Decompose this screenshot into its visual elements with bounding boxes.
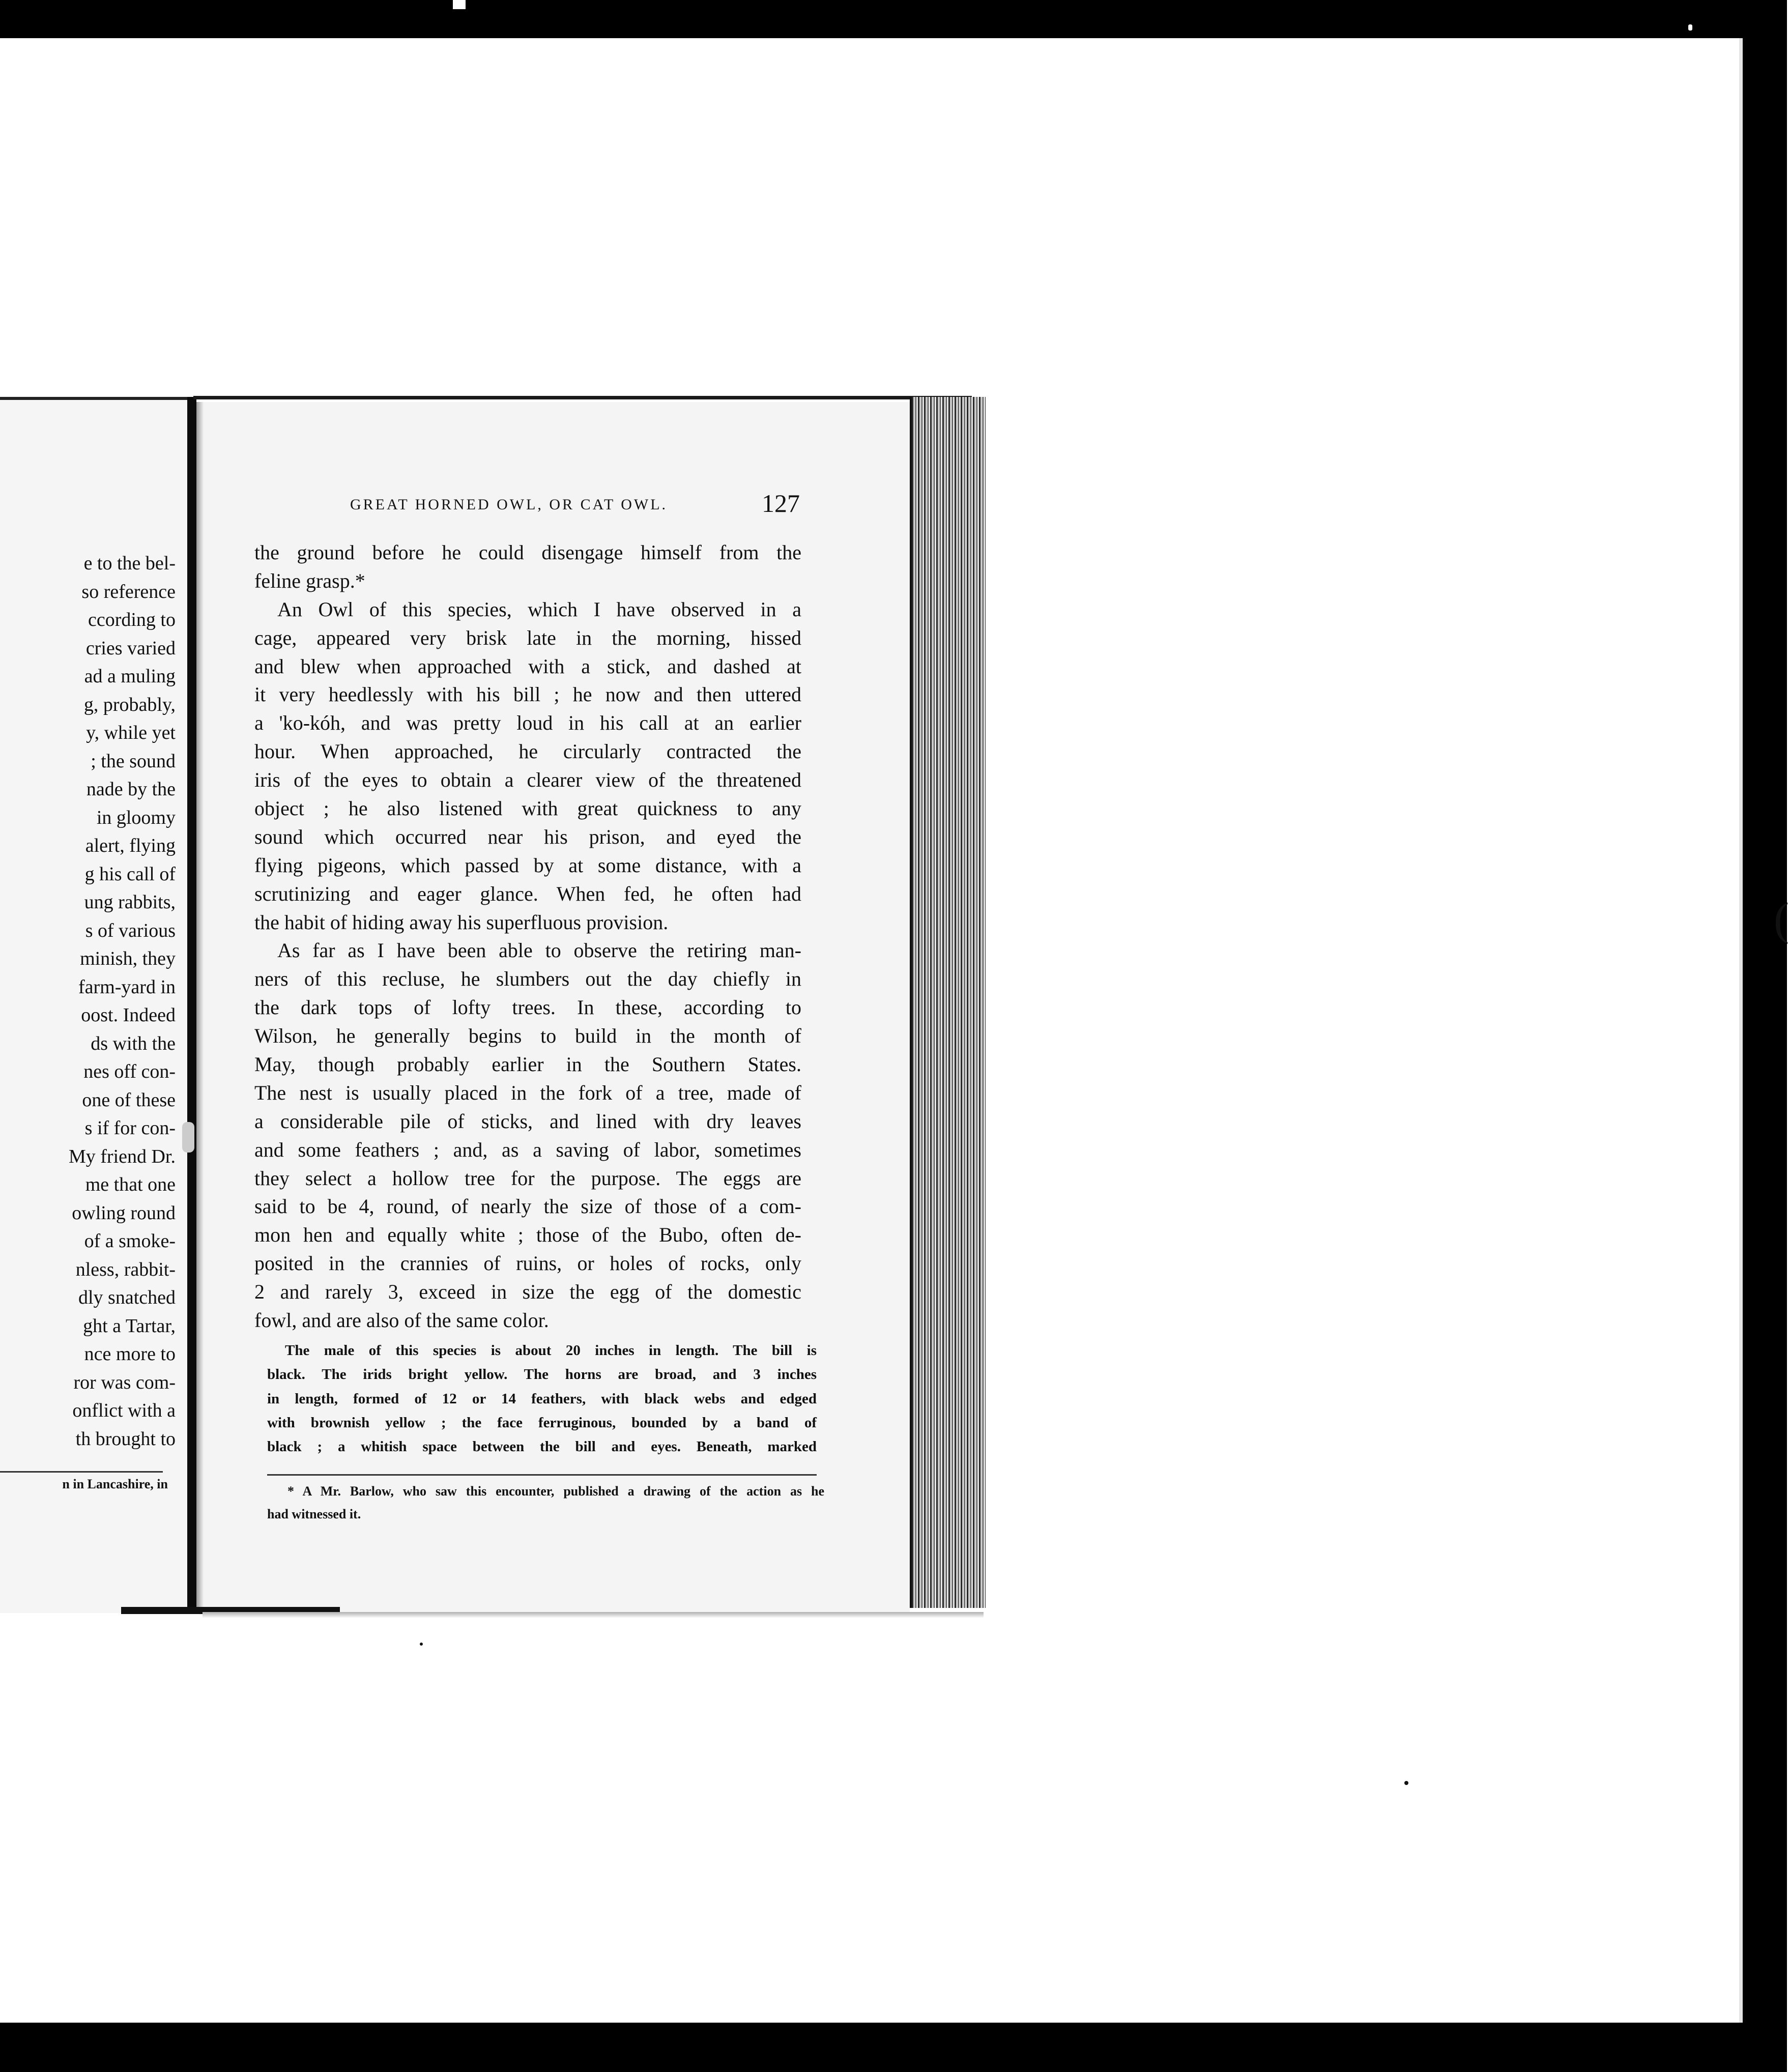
gutter-smudge [182, 1122, 194, 1153]
gutter-shadow [196, 402, 204, 1610]
footnote [267, 1480, 824, 1526]
text-line: it very heedlessly with his bill ; he now and then uttered [254, 683, 801, 706]
text-line: alert, flying [85, 835, 176, 856]
text-line: ung rabbits, [84, 891, 176, 913]
text-line: e to the bel- [83, 553, 176, 574]
left-page-text [0, 550, 176, 1453]
text-line: ght a Tartar, [83, 1315, 176, 1337]
text-line: of a smoke- [84, 1230, 176, 1252]
text-line: object ; he also listened with great quickness to any [254, 797, 801, 820]
description-line: black. The irids bright yellow. The horns are broad, and 3 inches [267, 1366, 817, 1383]
speck [1404, 1781, 1408, 1785]
film-edge-mark: ( [1774, 894, 1789, 944]
text-line: flying pigeons, which passed by at some distance, with a [254, 853, 801, 877]
text-line: ; the sound [91, 750, 176, 772]
text-line: fowl, and are also of the same color. [254, 1309, 549, 1332]
film-frame-bottom [0, 2023, 1787, 2072]
book-gutter [187, 397, 196, 1613]
text-line: y, while yet [86, 722, 176, 743]
text-line: th brought to [75, 1428, 176, 1450]
text-line: As far as I have been able to observe the retiring man- [277, 939, 801, 962]
text-line: the dark tops of lofty trees. In these, according to [254, 996, 801, 1019]
description-line: in length, formed of 12 or 14 feathers, with black webs and edged [267, 1390, 817, 1407]
text-line: they select a hollow tree for the purpose. The eggs are [254, 1166, 801, 1190]
text-line: g, probably, [83, 694, 176, 715]
text-line: the ground before he could disengage himself from the [254, 541, 801, 564]
text-line: the habit of hiding away his superfluous provision. [254, 910, 669, 934]
text-line: ds with the [91, 1032, 176, 1054]
text-line: cries varied [85, 637, 176, 659]
text-line: nade by the [86, 779, 176, 800]
text-line: scrutinizing and eager glance. When fed, he often had [254, 882, 801, 905]
text-line: nce more to [84, 1343, 176, 1365]
description-line: The male of this species is about 20 inches in length. The bill is [285, 1342, 817, 1359]
text-line: one of these [82, 1089, 176, 1111]
footnote-line: * A Mr. Barlow, who saw this encounter, published a drawing of the action as he [287, 1484, 824, 1499]
species-description [267, 1339, 817, 1459]
book-bottom-shadow [203, 1612, 984, 1618]
text-line: mon hen and equally white ; those of the Bubo, often de- [254, 1223, 801, 1247]
running-head: GREAT HORNED OWL, OR CAT OWL. [350, 496, 668, 513]
text-line: said to be 4, round, of nearly the size of those of a com- [254, 1195, 801, 1218]
text-line: hour. When approached, he circularly contracted the [254, 740, 801, 763]
text-line: a considerable pile of sticks, and lined with dry leaves [254, 1109, 801, 1133]
footnote-rule [267, 1474, 817, 1476]
text-line: Wilson, he generally begins to build in the month of [254, 1024, 801, 1048]
text-line: The nest is usually placed in the fork of a tree, made of [254, 1081, 801, 1104]
film-frame-notch [453, 0, 466, 9]
right-page-top-edge [193, 396, 972, 399]
text-line: ror was com- [73, 1371, 176, 1393]
text-line: me that one [85, 1174, 176, 1195]
text-line: s of various [85, 919, 176, 941]
text-line: in gloomy [96, 807, 176, 828]
film-frame-speck [1688, 24, 1692, 31]
text-line: nes off con- [83, 1061, 176, 1082]
speck [420, 1643, 423, 1646]
text-line: ccording to [88, 609, 176, 630]
text-line: farm-yard in [78, 976, 176, 998]
text-line: oost. Indeed [81, 1004, 176, 1026]
page-edges [910, 397, 986, 1608]
text-line: and blew when approached with a stick, and dashed at [254, 654, 801, 678]
text-line: iris of the eyes to obtain a clearer view of the threatened [254, 768, 801, 792]
text-line: nless, rabbit- [75, 1258, 176, 1280]
text-line: g his call of [84, 863, 176, 885]
left-footnote: n in Lancashire, in [62, 1477, 168, 1491]
left-page [0, 397, 188, 1613]
text-line: a 'ko-kóh, and was pretty loud in his call at an earlier [254, 711, 801, 735]
text-line: May, though probably earlier in the Southern States. [254, 1053, 801, 1076]
text-line: minish, they [80, 948, 176, 969]
text-line: posited in the crannies of ruins, or holes of rocks, only [254, 1252, 801, 1275]
text-line: ners of this recluse, he slumbers out the day chiefly in [254, 967, 801, 991]
text-line: owling round [72, 1202, 176, 1224]
text-line: and some feathers ; and, as a saving of labor, sometimes [254, 1138, 801, 1161]
left-page-top-edge [0, 397, 188, 400]
footnote-line: had witnessed it. [267, 1507, 361, 1521]
page-number: 127 [762, 489, 800, 517]
text-line: ad a muling [84, 666, 176, 687]
body-text [254, 538, 801, 1335]
film-frame-right [1743, 0, 1787, 2072]
text-line: onflict with a [72, 1400, 176, 1421]
text-line: sound which occurred near his prison, and eyed the [254, 825, 801, 848]
text-line: 2 and rarely 3, exceed in size the egg of the domestic [254, 1280, 801, 1304]
film-frame-top [0, 0, 1787, 38]
text-line: s if for con- [84, 1117, 176, 1139]
text-line: cage, appeared very brisk late in the morning, hissed [254, 626, 801, 649]
footnote-rule [0, 1471, 163, 1473]
text-line: My friend Dr. [68, 1145, 176, 1167]
description-line: with brownish yellow ; the face ferruginous, bounded by a band of [267, 1414, 817, 1431]
description-line: black ; a whitish space between the bill and eyes. Beneath, marked [267, 1438, 817, 1455]
text-line: feline grasp.* [254, 569, 365, 592]
text-line: dly snatched [78, 1287, 176, 1308]
text-line: An Owl of this species, which I have observed in a [277, 597, 801, 621]
text-line: so reference [81, 581, 176, 602]
